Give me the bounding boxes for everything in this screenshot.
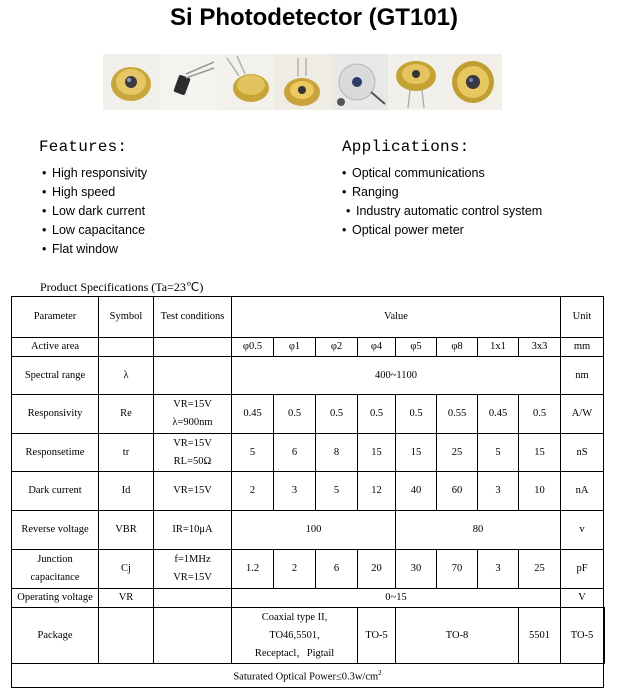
product-photo bbox=[331, 54, 388, 110]
features-list bbox=[39, 164, 147, 259]
table-cell: v bbox=[561, 511, 604, 550]
table-cell: 0.5 bbox=[519, 395, 561, 434]
header-value: Value bbox=[232, 297, 561, 338]
table-cell: tr bbox=[99, 434, 154, 472]
table-cell: 10 bbox=[519, 472, 561, 511]
product-photo bbox=[388, 54, 445, 110]
reverse-voltage-label: Reverse voltage bbox=[12, 511, 99, 550]
table-cell: IR=10μA bbox=[154, 511, 232, 550]
table-cell: 8 bbox=[316, 434, 358, 472]
table-cell: φ5 bbox=[396, 338, 437, 357]
table-cell: VR=15V RL=50Ω bbox=[154, 434, 232, 472]
table-cell: TO-8 bbox=[396, 608, 519, 664]
table-cell: φ2 bbox=[316, 338, 358, 357]
table-cell: 0.5 bbox=[396, 395, 437, 434]
table-row bbox=[12, 550, 605, 589]
product-photo bbox=[103, 54, 160, 110]
table-cell: 5501 bbox=[519, 608, 561, 664]
table-cell: 0.55 bbox=[437, 395, 478, 434]
list-item: • Industry automatic control system bbox=[346, 204, 543, 218]
table-cell: f=1MHz VR=15V bbox=[154, 550, 232, 589]
spec-table bbox=[11, 296, 605, 688]
table-cell: nS bbox=[561, 434, 604, 472]
table-cell: 0.5 bbox=[316, 395, 358, 434]
table-cell: 3 bbox=[478, 550, 519, 589]
header-unit: Unit bbox=[561, 297, 604, 338]
table-row bbox=[12, 511, 605, 550]
spectral-label: Spectral range bbox=[12, 357, 99, 395]
list-item: • High speed bbox=[42, 185, 116, 199]
table-cell: 12 bbox=[358, 472, 396, 511]
table-cell: 2 bbox=[274, 550, 316, 589]
table-cell: nm bbox=[561, 357, 604, 395]
table-cell: 5 bbox=[232, 434, 274, 472]
table-row bbox=[12, 472, 605, 511]
table-cell: 6 bbox=[274, 434, 316, 472]
response-time-label: Responsetime bbox=[12, 434, 99, 472]
table-cell: Re bbox=[99, 395, 154, 434]
table-cell: 40 bbox=[396, 472, 437, 511]
list-item: • Low dark current bbox=[42, 204, 146, 218]
table-cell: 3 bbox=[478, 472, 519, 511]
product-photo-strip bbox=[103, 54, 505, 110]
table-row bbox=[12, 589, 605, 608]
table-cell: φ8 bbox=[437, 338, 478, 357]
operating-voltage-label: Operating voltage bbox=[12, 589, 99, 608]
table-cell: VR bbox=[99, 589, 154, 608]
list-item: • Optical power meter bbox=[342, 223, 464, 237]
table-cell: 15 bbox=[396, 434, 437, 472]
table-cell: VBR bbox=[99, 511, 154, 550]
table-cell: TO-5 bbox=[561, 608, 604, 664]
table-row bbox=[12, 297, 605, 338]
table-cell: VR=15V bbox=[154, 472, 232, 511]
table-cell: 2 bbox=[232, 472, 274, 511]
list-item: • Low capacitance bbox=[42, 223, 146, 237]
product-photo bbox=[217, 54, 274, 110]
spec-title: Product Specifications (Ta=23℃) bbox=[40, 280, 204, 294]
table-cell: Id bbox=[99, 472, 154, 511]
responsivity-label: Responsivity bbox=[12, 395, 99, 434]
table-cell: 70 bbox=[437, 550, 478, 589]
table-cell: A/W bbox=[561, 395, 604, 434]
table-cell: 60 bbox=[437, 472, 478, 511]
applications-section bbox=[342, 138, 542, 240]
table-cell: V bbox=[561, 589, 604, 608]
list-item: • Ranging bbox=[342, 185, 399, 199]
table-cell: Coaxial type II, TO46,5501, Receptacl，Pigtail bbox=[232, 608, 358, 664]
table-cell: φ4 bbox=[358, 338, 396, 357]
table-cell: 80 bbox=[396, 511, 561, 550]
table-cell: 30 bbox=[396, 550, 437, 589]
applications-list bbox=[342, 164, 542, 240]
table-cell: 15 bbox=[519, 434, 561, 472]
product-photo bbox=[274, 54, 331, 110]
table-cell: 20 bbox=[358, 550, 396, 589]
table-cell: 25 bbox=[519, 550, 561, 589]
table-cell: 3 bbox=[274, 472, 316, 511]
features-heading: Features: bbox=[39, 138, 128, 156]
table-cell: nA bbox=[561, 472, 604, 511]
table-cell: 3x3 bbox=[519, 338, 561, 357]
page-title: Si Photodetector (GT101) bbox=[169, 4, 459, 31]
list-item: • Flat window bbox=[42, 242, 118, 256]
table-cell: 0.5 bbox=[358, 395, 396, 434]
table-cell: 1x1 bbox=[478, 338, 519, 357]
table-cell: 6 bbox=[316, 550, 358, 589]
table-cell: λ bbox=[99, 357, 154, 395]
table-cell: 0.45 bbox=[478, 395, 519, 434]
table-cell: 15 bbox=[358, 434, 396, 472]
header-symbol: Symbol bbox=[99, 297, 154, 338]
product-photo bbox=[160, 54, 217, 110]
table-cell: 1.2 bbox=[232, 550, 274, 589]
table-row bbox=[12, 608, 605, 664]
table-cell: 400~1100 bbox=[232, 357, 561, 395]
table-cell: 0.45 bbox=[232, 395, 274, 434]
table-footer: Saturated Optical $Power\le 0.3w/cm^2$ bbox=[12, 664, 604, 688]
table-cell: φ1 bbox=[274, 338, 316, 357]
table-cell: 0~15 bbox=[232, 589, 561, 608]
table-cell: pF bbox=[561, 550, 604, 589]
package-label: Package bbox=[12, 608, 99, 664]
active-area-label: Active area bbox=[12, 338, 99, 357]
table-cell: 100 bbox=[232, 511, 396, 550]
applications-heading: Applications: bbox=[342, 138, 470, 156]
features-section bbox=[39, 138, 147, 259]
table-cell: VR=15V λ=900nm bbox=[154, 395, 232, 434]
table-cell: TO-5 bbox=[358, 608, 396, 664]
list-item: • High responsivity bbox=[42, 166, 148, 180]
header-parameter: Parameter bbox=[12, 297, 99, 338]
list-item: • Optical communications bbox=[342, 166, 485, 180]
table-cell: mm bbox=[561, 338, 604, 357]
junction-label: Junction capacitance bbox=[12, 550, 99, 589]
table-row bbox=[12, 357, 605, 395]
table-cell: 0.5 bbox=[274, 395, 316, 434]
table-cell: 25 bbox=[437, 434, 478, 472]
table-cell: φ0.5 bbox=[232, 338, 274, 357]
header-test-conditions: Test conditions bbox=[154, 297, 232, 338]
product-photo bbox=[445, 54, 502, 110]
dark-current-label: Dark current bbox=[12, 472, 99, 511]
table-row bbox=[12, 664, 605, 688]
table-row bbox=[12, 434, 605, 472]
table-cell: 5 bbox=[316, 472, 358, 511]
table-cell: 5 bbox=[478, 434, 519, 472]
table-row bbox=[12, 395, 605, 434]
table-cell: Cj bbox=[99, 550, 154, 589]
table-row bbox=[12, 338, 605, 357]
